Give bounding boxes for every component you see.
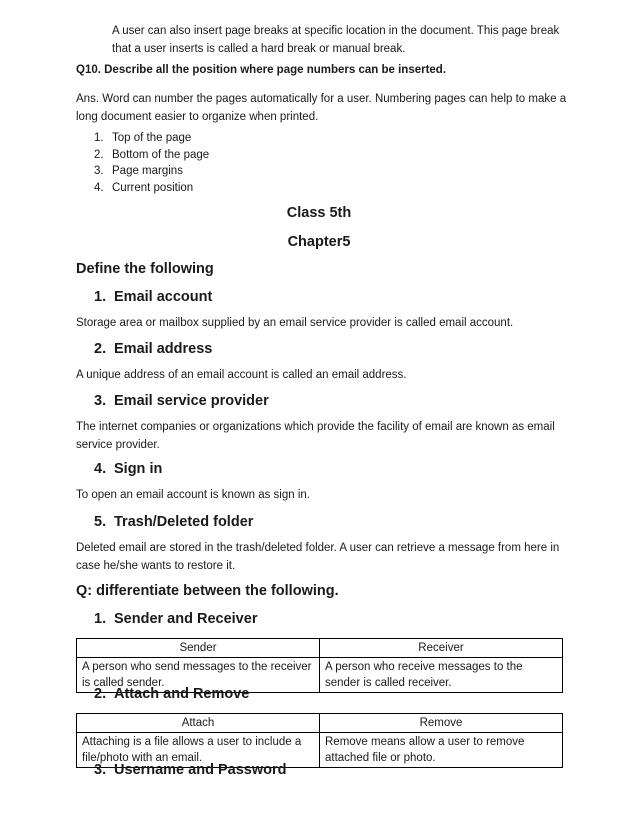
list-item [94,130,209,147]
definition-title-text: Email service provider [114,393,269,409]
cell-line: file/photo with an email. [82,752,203,764]
text-line: Ans. Word can number the pages automatically for a user. Numbering pages can help to make a [76,93,567,105]
definition-body [76,418,555,454]
cell-line: sender is called receiver. [325,677,452,689]
text-line: Deleted email are stored in the trash/deleted folder. A user can retrieve a message from here in [76,542,560,554]
text-line: The internet companies or organizations which provide the facility of email are known as email [76,421,555,433]
define-heading: Define the following [76,261,214,277]
definition-number: 5. [94,514,107,530]
definition-title-text: Trash/Deleted folder [114,514,254,530]
cell-line: Attaching is a file allows a user to include a [82,736,302,748]
table-header-cell: Remove [320,714,563,733]
difference-number: 3. [94,762,107,778]
q10-question: Q10. Describe all the position where page numbers can be inserted. [76,64,447,76]
list-item [94,180,209,197]
definition-title [94,393,269,409]
list-text: Top of the page [112,132,192,144]
table-header-cell: Sender [77,639,320,658]
text-line: service provider. [76,439,160,451]
definition-title [94,514,253,530]
table-header-row [77,714,563,733]
cell-line: is called sender. [82,677,165,689]
definition-number: 3. [94,393,107,409]
definition-title-text: Sign in [114,461,163,477]
table-cell [320,733,563,768]
definition-body [76,314,513,332]
definition-title [94,341,212,357]
cell-line: attached file or photo. [325,752,436,764]
list-text: Current position [112,181,194,194]
text-line: case he/she wants to restore it. [76,560,236,572]
list-item [94,147,209,164]
text-line: long document easier to organize when printed. [76,111,319,123]
q10-answer [76,90,566,126]
definition-title-text: Email account [114,289,213,305]
difference-title [94,611,257,627]
difference-title [94,762,286,778]
text-line: A unique address of an email account is called an email address. [76,369,407,381]
text-line: Storage area or mailbox supplied by an email service provider is called email account. [76,317,514,329]
list-number: 1. [94,132,104,144]
list-text: Page margins [112,165,183,177]
differentiate-heading: Q: differentiate between the following. [76,583,339,599]
definition-title [94,461,162,477]
difference-number: 2. [94,686,107,702]
table-header-cell: Attach [77,714,320,733]
text-line: To open an email account is known as sign in. [76,489,310,501]
definition-number: 1. [94,289,107,305]
list-number: 2. [94,148,104,161]
table-cell [320,658,563,693]
difference-title [94,686,249,702]
list-item [94,163,209,180]
definition-body [76,486,310,504]
sender-receiver-table [76,638,563,693]
table-header-cell: Receiver [320,639,563,658]
definition-body [76,366,407,384]
cell-line: Remove means allow a user to remove [325,736,525,748]
text-line: A user can also insert page breaks at specific location in the document. This page break [112,25,560,37]
definition-title-text: Email address [114,341,213,357]
attach-remove-table [76,713,563,768]
difference-title-text: Attach and Remove [114,686,250,702]
text-line: that a user inserts is called a hard break or manual break. [112,43,406,55]
list-number: 4. [94,181,104,194]
difference-number: 1. [94,611,107,627]
intro-paragraph [112,22,559,58]
definition-body [76,539,559,575]
list-number: 3. [94,165,104,177]
difference-title-text: Sender and Receiver [114,611,258,627]
cell-line: A person who send messages to the receiver [82,661,312,673]
difference-title-text: Username and Password [114,762,287,778]
definition-number: 4. [94,461,107,477]
page-number-positions-list [94,130,209,196]
definition-number: 2. [94,341,107,357]
definition-title [94,289,212,305]
cell-line: A person who receive messages to the [325,661,523,673]
table-header-row [77,639,563,658]
class-title: Class 5th [286,205,352,221]
list-text: Bottom of the page [112,148,210,161]
chapter-title: Chapter5 [287,234,351,250]
